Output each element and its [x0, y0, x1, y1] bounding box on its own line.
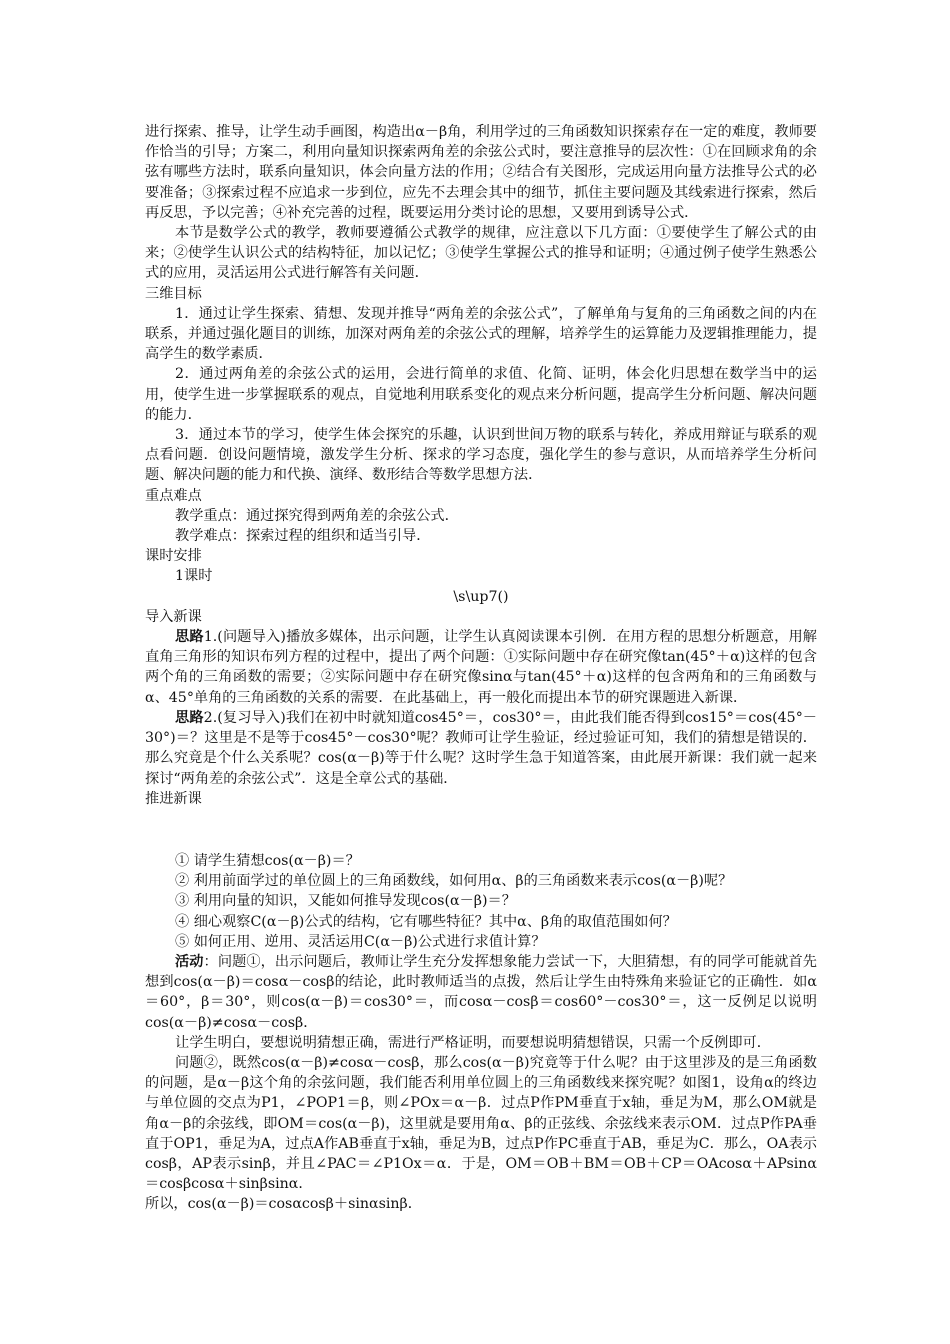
document-page: [145, 122, 817, 1215]
problem-2: 问题②，既然cos(α－β)≠cosα－cosβ，那么cos(α－β)究竟等于什么呢？由于这里涉及的是三角函数的问题，是α－β这个角的余弦问题，我们能否利用单位圆上的三角函数线来探究呢？如图1，设角α的终边与单位圆的交点为P1，∠POP1＝β，则∠POx＝α－β．过点P作PM垂直于x轴，垂足为M，那么OM就是角α－β的余弦线，即OM＝cos(α－β)，这里就是要用角α、β的正弦线、余弦线来表示OM．过点P作PA垂直于OP1，垂足为A，过点A作AB垂直于x轴，垂足为B，过点P作PC垂直于AB，垂足为C．那么，OA表示cosβ，AP表示sinβ，并且∠PAC＝∠P1Ox＝α．于是，OM＝OB＋BM＝OB＋CP＝OAcosα＋APsinα＝cosβcosα＋sinβsinα．: [145, 1054, 817, 1193]
activity: [145, 952, 817, 1033]
schedule-heading: 课时安排: [145, 548, 202, 565]
conclusion: 所以，cos(α－β)＝cosαcosβ＋sinαsinβ．: [145, 1196, 422, 1213]
idea-1-label: 思路: [175, 629, 204, 646]
key-difficulty: 教学难点：探索过程的组织和适当引导．: [175, 528, 431, 545]
schedule-value: 1课时: [175, 568, 213, 585]
goal-item-3: 3．通过本节的学习，使学生体会探究的乐趣，认识到世间万物的联系与转化，养成用辩证与联系的观点看问题．创设问题情境，激发学生分析、探求的学习态度，强化学生的参与意识，从而培养学生分析问题、解决问题的能力和代换、演绎、数形结合等数学思想方法．: [145, 427, 817, 484]
intro-heading: 导入新课: [145, 608, 202, 625]
question-1: ① 请学生猜想cos(α－β)＝？: [175, 852, 360, 869]
goal-item-2: 2．通过两角差的余弦公式的运用，会进行简单的求值、化简、证明，体会化归思想在数学当中的运用，使学生进一步掌握联系的观点，自觉地利用联系变化的观点来分析问题，提高学生分析问题、解决问题的能力．: [145, 366, 817, 423]
question-3: ③ 利用向量的知识，又能如何推导发现cos(α－β)＝？: [175, 893, 516, 910]
placeholder-code: \s\up7(): [453, 588, 509, 605]
key-point: 教学重点：通过探究得到两角差的余弦公式．: [175, 507, 459, 524]
idea-2-text: 2.(复习导入)我们在初中时就知道cos45°＝，cos30°＝，由此我们能否得到cos15°＝cos(45°－30°)＝？这里是不是等于cos45°－cos30°呢？教师可让学生验证，经过验证可知，我们的猜想是错误的．那么究竟是个什么关系呢？cos(α－β)等于什么呢？这时学生急于知道答案，由此展开新课：我们就一起来探讨“两角差的余弦公式”．这是全章公式的基础．: [145, 709, 817, 787]
goals-heading: 三维目标: [145, 285, 202, 302]
activity-label: 活动: [175, 953, 204, 970]
question-5: ⑤ 如何正用、逆用、灵活运用C(α－β)公式进行求值计算？: [175, 933, 546, 950]
teaching-note: 本节是数学公式的教学，教师要遵循公式教学的规律，应注意以下几方面：①要使学生了解公式的由来；②使学生认识公式的结构特征，加以记忆；③使学生掌握公式的推导和证明；④通过例子使学生熟悉公式的应用，灵活运用公式进行解答有关问题．: [145, 225, 817, 282]
idea-2-label: 思路: [175, 709, 204, 726]
new-lesson-heading: 推进新课: [145, 790, 202, 807]
explain: 让学生明白，要想说明猜想正确，需进行严格证明，而要想说明猜想错误，只需一个反例即可．: [175, 1034, 771, 1051]
key-heading: 重点难点: [145, 487, 202, 504]
spacer: [145, 809, 817, 851]
intro-paragraph: 进行探索、推导，让学生动手画图，构造出α－β角，利用学过的三角函数知识探索存在一定的难度，教师要作恰当的引导；方案二，利用向量知识探索两角差的余弦公式时，要注意推导的层次性：①在回顾求角的余弦有哪些方法时，联系向量知识，体会向量方法的作用；②结合有关图形，完成运用向量方法推导公式的必要准备；③探索过程不应追求一步到位，应先不去理会其中的细节，抓住主要问题及其线索进行探索，然后再反思，予以完善；④补充完善的过程，既要运用分类讨论的思想，又要用到诱导公式．: [145, 124, 817, 221]
goal-item-1: 1．通过让学生探索、猜想、发现并推导“两角差的余弦公式”，了解单角与复角的三角函数之间的内在联系，并通过强化题目的训练，加深对两角差的余弦公式的理解，培养学生的运算能力及逻辑推理能力，提高学生的数学素质．: [145, 305, 817, 363]
idea-1: [145, 627, 817, 708]
idea-2: [145, 708, 817, 789]
idea-1-text: 1.(问题导入)播放多媒体，出示问题，让学生认真阅读课本引例．在用方程的思想分析题意，用解直角三角形的知识布列方程的过程中，提出了两个问题：①实际问题中存在研究像tan(45°＋α)这样的包含两个角的三角函数的需要；②实际问题中存在研究像sinα与tan(45°＋α)这样的包含两角和的三角函数与α、45°单角的三角函数的关系的需要．在此基础上，再一般化而提出本节的研究课题进入新课．: [145, 629, 817, 706]
activity-text: ：问题①，出示问题后，教师让学生充分发挥想象能力尝试一下，大胆猜想，有的同学可能就首先想到cos(α－β)＝cosα－cosβ的结论，此时教师适当的点拨，然后让学生由特殊角来验证它的正确性．如α＝60°，β＝30°，则cos(α－β)＝cos30°＝，而cosα－cosβ＝cos60°－cos30°＝，这一反例足以说明cos(α－β)≠cosα－cosβ．: [145, 953, 817, 1031]
question-4: ④ 细心观察C(α－β)公式的结构，它有哪些特征？其中α、β角的取值范围如何？: [175, 913, 677, 930]
question-2: ② 利用前面学过的单位圆上的三角函数线，如何用α、β的三角函数来表示cos(α－β)呢？: [175, 873, 733, 890]
